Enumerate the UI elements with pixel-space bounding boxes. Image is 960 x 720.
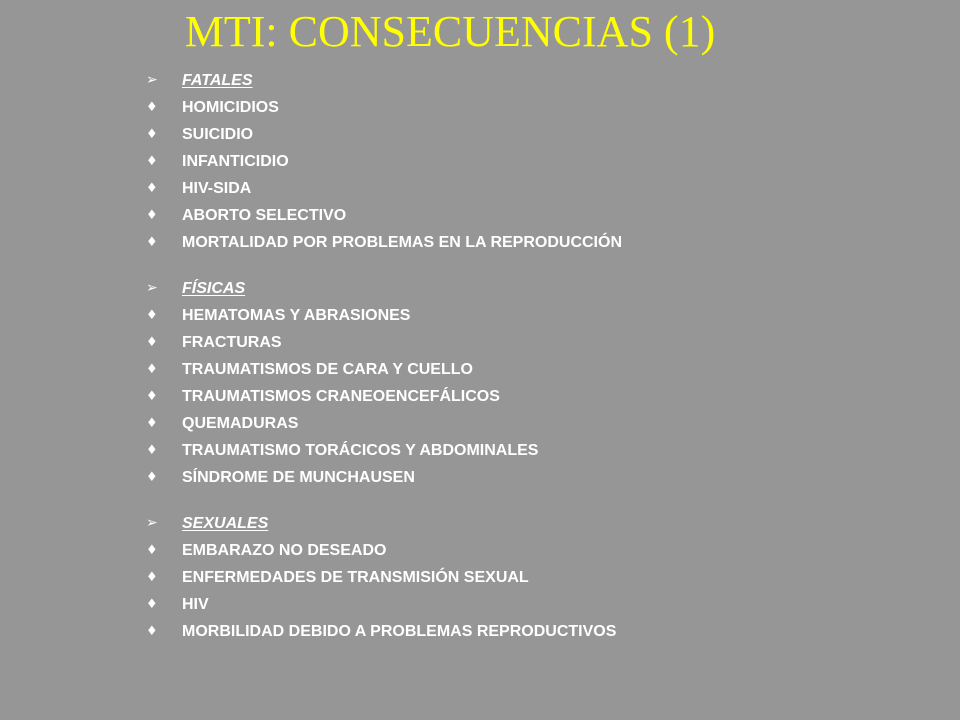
arrow-bullet-icon: ➢ — [146, 515, 158, 531]
section-heading — [146, 67, 926, 94]
list-item-label: MORBILIDAD DEBIDO A PROBLEMAS REPRODUCTIVOS — [182, 623, 617, 640]
list-item — [146, 302, 926, 329]
diamond-bullet-icon: ♦ — [146, 543, 158, 558]
diamond-bullet-icon: ♦ — [146, 335, 158, 350]
list-item — [146, 329, 926, 356]
diamond-bullet-icon: ♦ — [146, 624, 158, 639]
list-item — [146, 437, 926, 464]
diamond-bullet-icon: ♦ — [146, 127, 158, 142]
diamond-bullet-icon: ♦ — [146, 389, 158, 404]
diamond-bullet-icon: ♦ — [146, 154, 158, 169]
arrow-bullet-icon: ➢ — [146, 280, 158, 296]
diamond-bullet-icon: ♦ — [146, 470, 158, 485]
list-item-label: EMBARAZO NO DESEADO — [182, 542, 387, 559]
diamond-bullet-icon: ♦ — [146, 100, 158, 115]
list-item-label: SÍNDROME DE MUNCHAUSEN — [182, 469, 415, 486]
diamond-bullet-icon: ♦ — [146, 570, 158, 585]
diamond-bullet-icon: ♦ — [146, 208, 158, 223]
list-item-label: SUICIDIO — [182, 126, 254, 143]
slide-title: MTI: CONSECUENCIAS (1) — [184, 7, 716, 56]
list-item-label: MORTALIDAD POR PROBLEMAS EN LA REPRODUCCIÓN — [182, 234, 622, 251]
list-item-label: TRAUMATISMOS CRANEOENCEFÁLICOS — [182, 388, 500, 405]
list-item — [146, 591, 926, 618]
list-item-label: TRAUMATISMO TORÁCICOS Y ABDOMINALES — [182, 442, 539, 459]
list-item-label: HIV — [182, 596, 209, 613]
list-item — [146, 618, 926, 645]
list-item — [146, 383, 926, 410]
list-item — [146, 175, 926, 202]
section-heading — [146, 510, 926, 537]
diamond-bullet-icon: ♦ — [146, 362, 158, 377]
section-heading-label: FATALES — [182, 72, 253, 89]
section-heading — [146, 275, 926, 302]
list-item — [146, 202, 926, 229]
list-item-label: INFANTICIDIO — [182, 153, 289, 170]
diamond-bullet-icon: ♦ — [146, 416, 158, 431]
list-item-label: TRAUMATISMOS DE CARA Y CUELLO — [182, 361, 473, 378]
section-heading-label: FÍSICAS — [182, 280, 246, 297]
list-item — [146, 148, 926, 175]
list-item — [146, 410, 926, 437]
diamond-bullet-icon: ♦ — [146, 443, 158, 458]
list-item-label: FRACTURAS — [182, 334, 282, 351]
list-item — [146, 121, 926, 148]
diamond-bullet-icon: ♦ — [146, 235, 158, 250]
list-item — [146, 537, 926, 564]
diamond-bullet-icon: ♦ — [146, 308, 158, 323]
section — [146, 275, 926, 491]
list-item-label: ENFERMEDADES DE TRANSMISIÓN SEXUAL — [182, 569, 529, 586]
list-item — [146, 564, 926, 591]
list-item-label: HIV-SIDA — [182, 180, 252, 197]
section — [146, 510, 926, 645]
list-item — [146, 356, 926, 383]
diamond-bullet-icon: ♦ — [146, 597, 158, 612]
section — [146, 67, 926, 256]
list-item — [146, 229, 926, 256]
list-item — [146, 94, 926, 121]
list-item — [146, 464, 926, 491]
arrow-bullet-icon: ➢ — [146, 72, 158, 88]
list-item-label: ABORTO SELECTIVO — [182, 207, 347, 224]
diamond-bullet-icon: ♦ — [146, 181, 158, 196]
list-item-label: HOMICIDIOS — [182, 99, 279, 116]
list-item-label: HEMATOMAS Y ABRASIONES — [182, 307, 411, 324]
consequence-list — [146, 67, 926, 645]
list-item-label: QUEMADURAS — [182, 415, 299, 432]
section-heading-label: SEXUALES — [182, 515, 269, 532]
